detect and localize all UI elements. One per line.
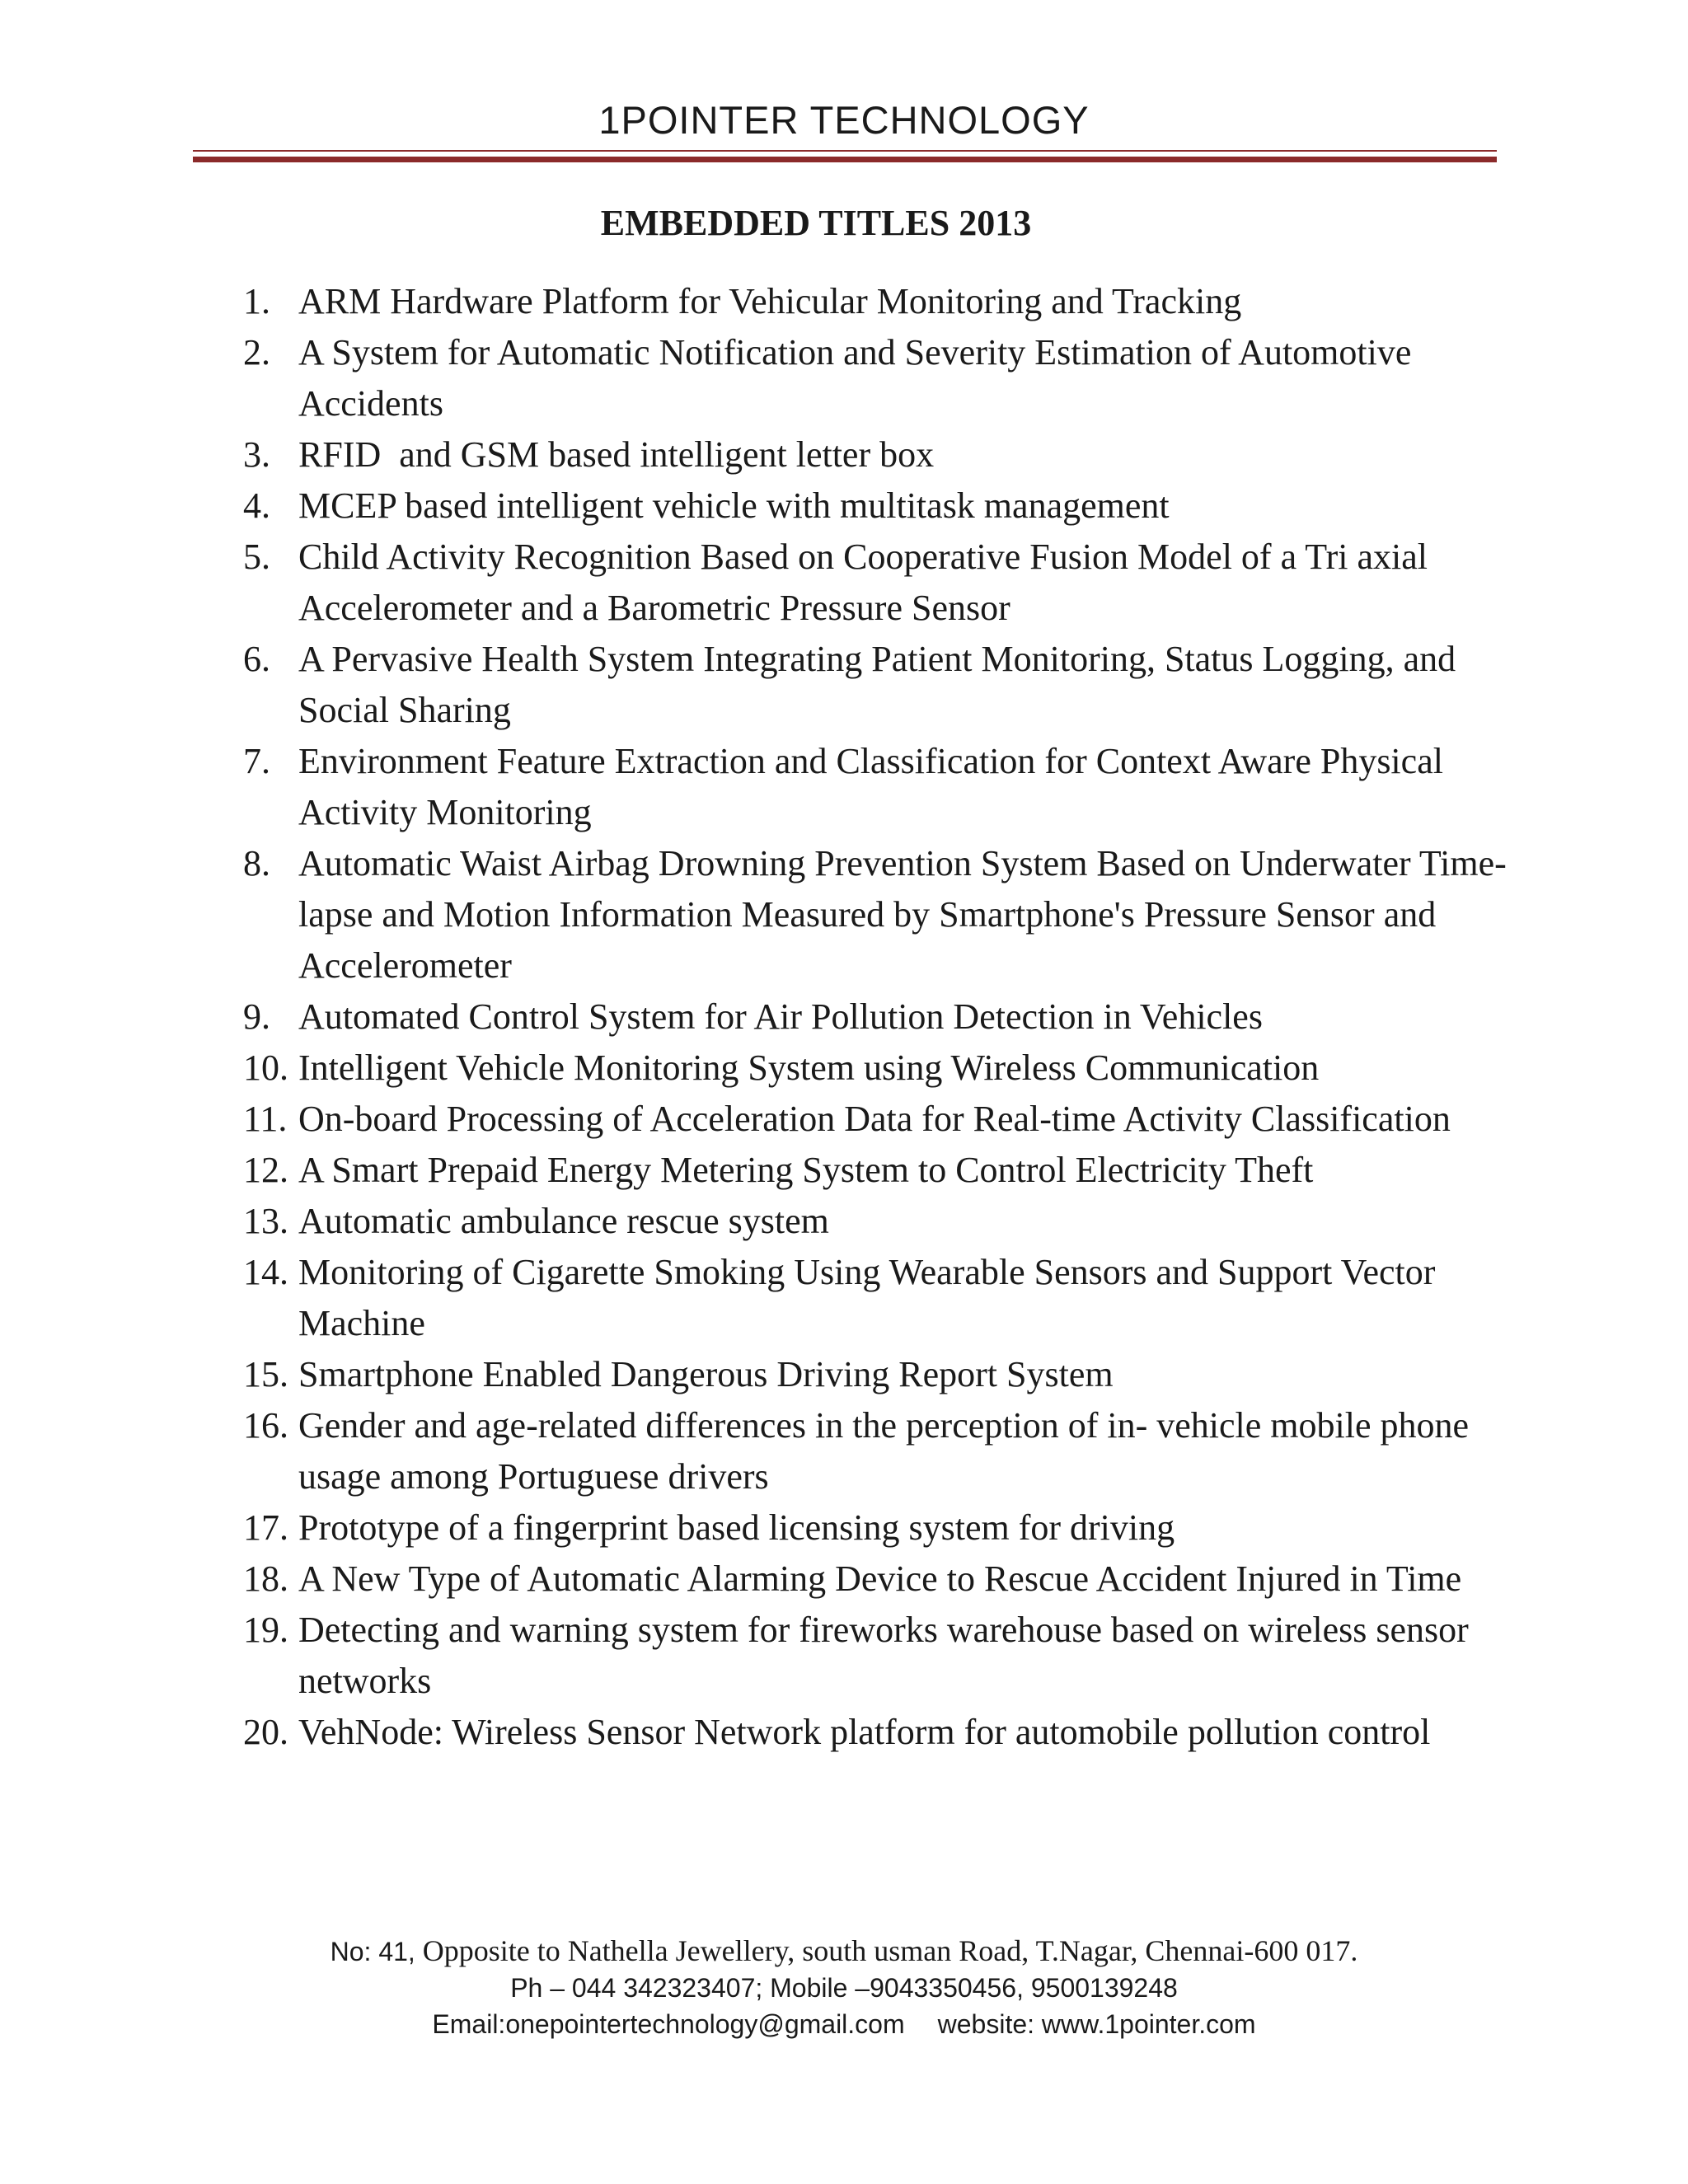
list-item <box>243 1247 1512 1349</box>
item-text: ARM Hardware Platform for Vehicular Monitoring and Tracking <box>298 281 1242 321</box>
item-number: 19. <box>243 1610 288 1650</box>
item-number: 18. <box>243 1558 288 1599</box>
item-text: A Smart Prepaid Energy Metering System to Control Electricity Theft <box>298 1150 1314 1190</box>
list-item <box>243 1605 1512 1707</box>
list-item <box>243 736 1512 838</box>
list-item <box>243 1145 1512 1196</box>
list-item <box>243 327 1512 429</box>
list-item <box>243 1043 1512 1094</box>
item-text: Gender and age-related differences in the perception of in- vehicle mobile phone usage among Portuguese drivers <box>298 1405 1470 1497</box>
item-number: 20. <box>243 1712 288 1752</box>
item-text: A System for Automatic Notification and Severity Estimation of Automotive Accidents <box>298 332 1412 424</box>
list-item <box>243 1400 1512 1502</box>
list-item <box>243 1349 1512 1400</box>
item-number: 7. <box>243 741 270 781</box>
item-number: 5. <box>243 537 270 577</box>
item-text: Child Activity Recognition Based on Cooperative Fusion Model of a Tri axial Accelerometer and a Barometric Pressure Sensor <box>298 537 1428 628</box>
titles-list <box>243 276 1512 1758</box>
item-number: 4. <box>243 485 270 526</box>
item-number: 9. <box>243 996 270 1037</box>
header-rule-thick <box>193 157 1497 162</box>
list-item <box>243 1502 1512 1554</box>
item-text: Monitoring of Cigarette Smoking Using Wearable Sensors and Support Vector Machine <box>298 1252 1436 1343</box>
item-number: 11. <box>243 1099 288 1139</box>
item-text: A Pervasive Health System Integrating Patient Monitoring, Status Logging, and Social Sharing <box>298 639 1456 730</box>
item-text: Detecting and warning system for fireworks warehouse based on wireless sensor networks <box>298 1610 1469 1701</box>
item-text: A New Type of Automatic Alarming Device to Rescue Accident Injured in Time <box>298 1558 1462 1599</box>
list-item <box>243 634 1512 736</box>
footer-website: website: www.1pointer.com <box>937 2009 1256 2039</box>
address-prefix: No: 41, <box>330 1937 423 1966</box>
item-number: 14. <box>243 1252 288 1292</box>
item-text: On-board Processing of Acceleration Data for Real-time Activity Classification <box>298 1099 1451 1139</box>
item-text: Automatic Waist Airbag Drowning Prevention System Based on Underwater Time-lapse and Motion Information Measured by Smartphone's Pressure Sensor and Accelerometer <box>298 843 1507 986</box>
item-number: 16. <box>243 1405 288 1446</box>
footer-contact-line <box>0 2006 1688 2042</box>
footer-address <box>0 1933 1688 1970</box>
list-item <box>243 1196 1512 1247</box>
contact-footer <box>0 1933 1688 2042</box>
list-item <box>243 429 1512 480</box>
item-text: Intelligent Vehicle Monitoring System using Wireless Communication <box>298 1047 1320 1088</box>
footer-email: Email:onepointertechnology@gmail.com <box>432 2009 905 2039</box>
company-header: 1POINTER TECHNOLOGY <box>598 98 1090 142</box>
list-item <box>243 532 1512 634</box>
item-number: 1. <box>243 281 270 321</box>
item-text: Environment Feature Extraction and Classification for Context Aware Physical Activity Monitoring <box>298 741 1443 832</box>
list-item <box>243 1707 1512 1758</box>
list-item <box>243 276 1512 327</box>
document-title: EMBEDDED TITLES 2013 <box>600 203 1032 243</box>
item-number: 8. <box>243 843 270 883</box>
item-number: 12. <box>243 1150 288 1190</box>
item-text: Prototype of a fingerprint based licensing system for driving <box>298 1507 1175 1548</box>
item-number: 17. <box>243 1507 288 1548</box>
item-text: Automatic ambulance rescue system <box>298 1201 829 1241</box>
item-text: RFID and GSM based intelligent letter box <box>298 434 935 475</box>
header-rule-thin <box>193 150 1497 152</box>
list-item <box>243 1554 1512 1605</box>
item-text: Smartphone Enabled Dangerous Driving Report System <box>298 1354 1114 1394</box>
list-item <box>243 480 1512 532</box>
list-item <box>243 838 1512 991</box>
list-item <box>243 991 1512 1043</box>
address-text: Opposite to Nathella Jewellery, south usman Road, T.Nagar, Chennai-600 017. <box>422 1934 1358 1967</box>
item-number: 15. <box>243 1354 288 1394</box>
item-number: 3. <box>243 434 270 475</box>
item-text: VehNode: Wireless Sensor Network platform for automobile pollution control <box>298 1712 1431 1752</box>
list-item <box>243 1094 1512 1145</box>
item-text: MCEP based intelligent vehicle with multitask management <box>298 485 1170 526</box>
footer-phone: Ph – 044 342323407; Mobile –9043350456, 9500139248 <box>510 1973 1178 2003</box>
item-number: 10. <box>243 1047 288 1088</box>
item-text: Automated Control System for Air Pollution Detection in Vehicles <box>298 996 1263 1037</box>
item-number: 6. <box>243 639 270 679</box>
item-number: 2. <box>243 332 270 373</box>
item-number: 13. <box>243 1201 288 1241</box>
